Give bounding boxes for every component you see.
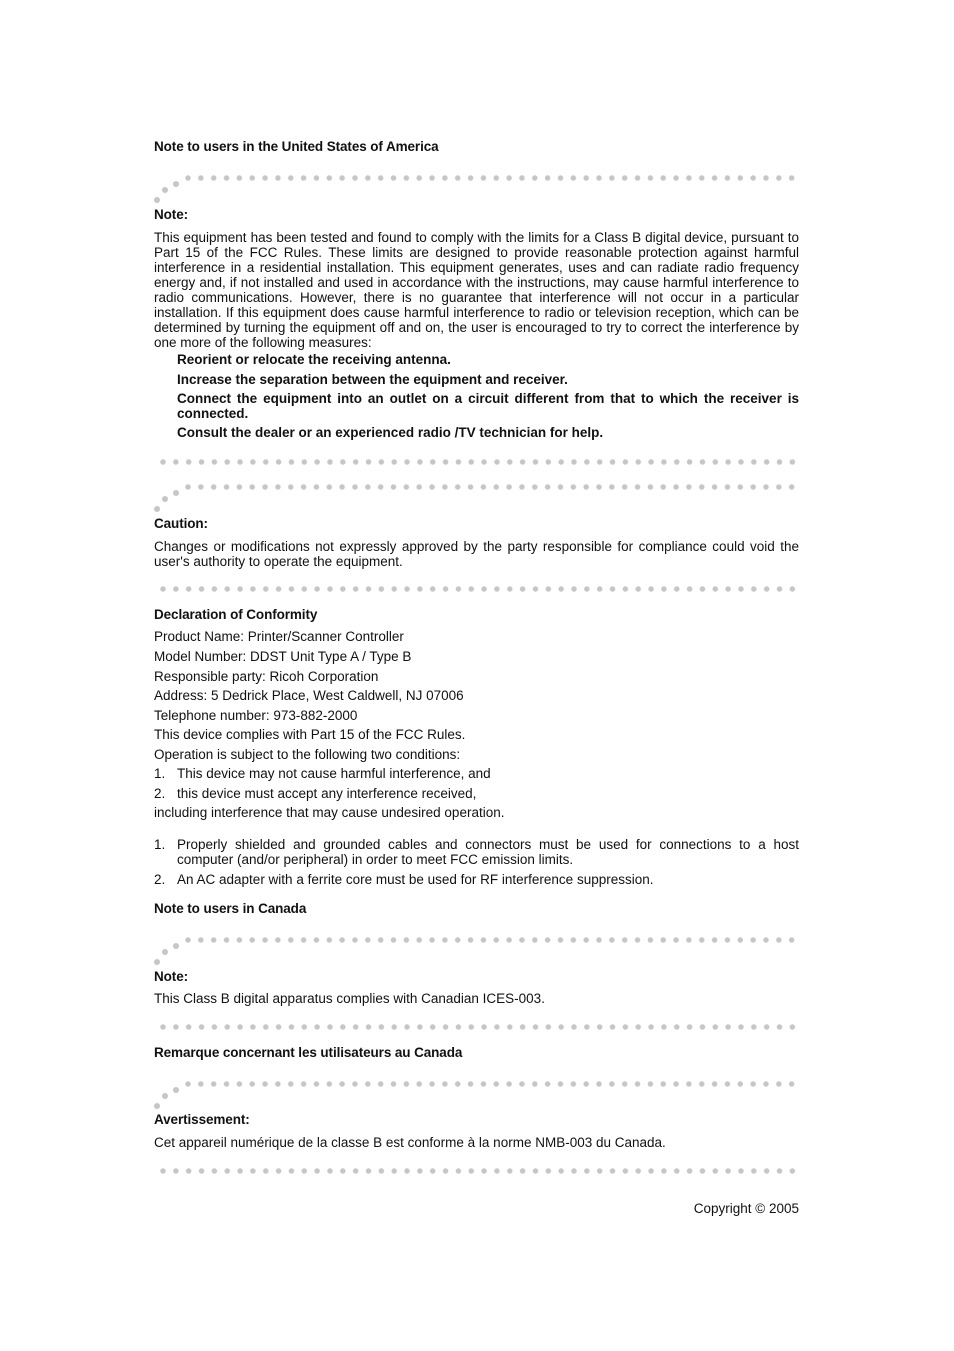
requirement-number: 1.	[154, 837, 166, 852]
declaration-line: Address: 5 Dedrick Place, West Caldwell, NJ 07006	[154, 688, 464, 703]
declaration-line: Responsible party: Ricoh Corporation	[154, 669, 379, 684]
declaration-line: This device complies with Part 15 of the FCC Rules.	[154, 727, 466, 742]
declaration-heading: Declaration of Conformity	[154, 607, 318, 622]
canada-note-body: This Class B digital apparatus complies with Canadian ICES-003.	[154, 991, 545, 1006]
condition-item	[154, 766, 799, 781]
canada-fr-heading: Remarque concernant les utilisateurs au Canada	[154, 1045, 463, 1060]
requirement-text: An AC adapter with a ferrite core must be used for RF interference suppression.	[177, 872, 654, 887]
copyright-notice: Copyright © 2005	[693, 1201, 799, 1216]
canada-fr-label: Avertissement:	[154, 1112, 250, 1127]
requirement-item	[154, 837, 799, 867]
declaration-trailing: including interference that may cause undesired operation.	[154, 805, 505, 820]
measure-item: Increase the separation between the equipment and receiver.	[177, 372, 568, 387]
declaration-line: Telephone number: 973-882-2000	[154, 708, 358, 723]
canada-fr-bottom-border	[160, 1167, 796, 1175]
note-box-bottom-border	[160, 458, 796, 466]
requirement-item	[154, 872, 799, 887]
condition-text: this device must accept any interference received,	[177, 786, 477, 801]
declaration-line: Product Name: Printer/Scanner Controller	[154, 629, 404, 644]
condition-item	[154, 786, 799, 801]
caution-body: Changes or modifications not expressly approved by the party responsible for compliance could void the user's authority to operate the equipment.	[154, 539, 799, 569]
measure-item: Connect the equipment into an outlet on a circuit different from that to which the receiver is connected.	[177, 391, 799, 421]
caution-box-bottom-border	[160, 585, 796, 593]
measure-item: Consult the dealer or an experienced radio /TV technician for help.	[177, 425, 604, 440]
declaration-line: Operation is subject to the following two conditions:	[154, 747, 461, 762]
canada-note-label: Note:	[154, 969, 188, 984]
requirement-number: 2.	[154, 872, 166, 887]
measure-item: Reorient or relocate the receiving antenna.	[177, 352, 451, 367]
condition-number: 1.	[154, 766, 166, 781]
us-note-body: This equipment has been tested and found to comply with the limits for a Class B digital device, pursuant to Part 15 of the FCC Rules. These limits are designed to provide reasonable protection against harmful interference in a residential installation. This equipment generates, uses and can radiate radio frequency energy and, if not installed and used in accordance with the instructions, may cause harmful interference to radio communications. However, there is no guarantee that interference will not occur in a particular installation. If this equipment does cause harmful interference to radio or television reception, which can be determined by turning the equipment off and on, the user is encouraged to try to correct the interference by one more of the following measures:	[154, 230, 799, 350]
canada-fr-body: Cet appareil numérique de la classe B est conforme à la norme NMB-003 du Canada.	[154, 1135, 666, 1150]
canada-heading: Note to users in Canada	[154, 901, 307, 916]
caution-label: Caution:	[154, 516, 208, 531]
us-note-heading: Note to users in the United States of America	[154, 139, 439, 154]
requirement-text: Properly shielded and grounded cables and connectors must be used for connections to a host computer (and/or peripheral) in order to meet FCC emission limits.	[177, 837, 799, 867]
note-label: Note:	[154, 207, 188, 222]
declaration-line: Model Number: DDST Unit Type A / Type B	[154, 649, 412, 664]
condition-number: 2.	[154, 786, 166, 801]
condition-text: This device may not cause harmful interference, and	[177, 766, 491, 781]
canada-note-bottom-border	[160, 1023, 796, 1031]
